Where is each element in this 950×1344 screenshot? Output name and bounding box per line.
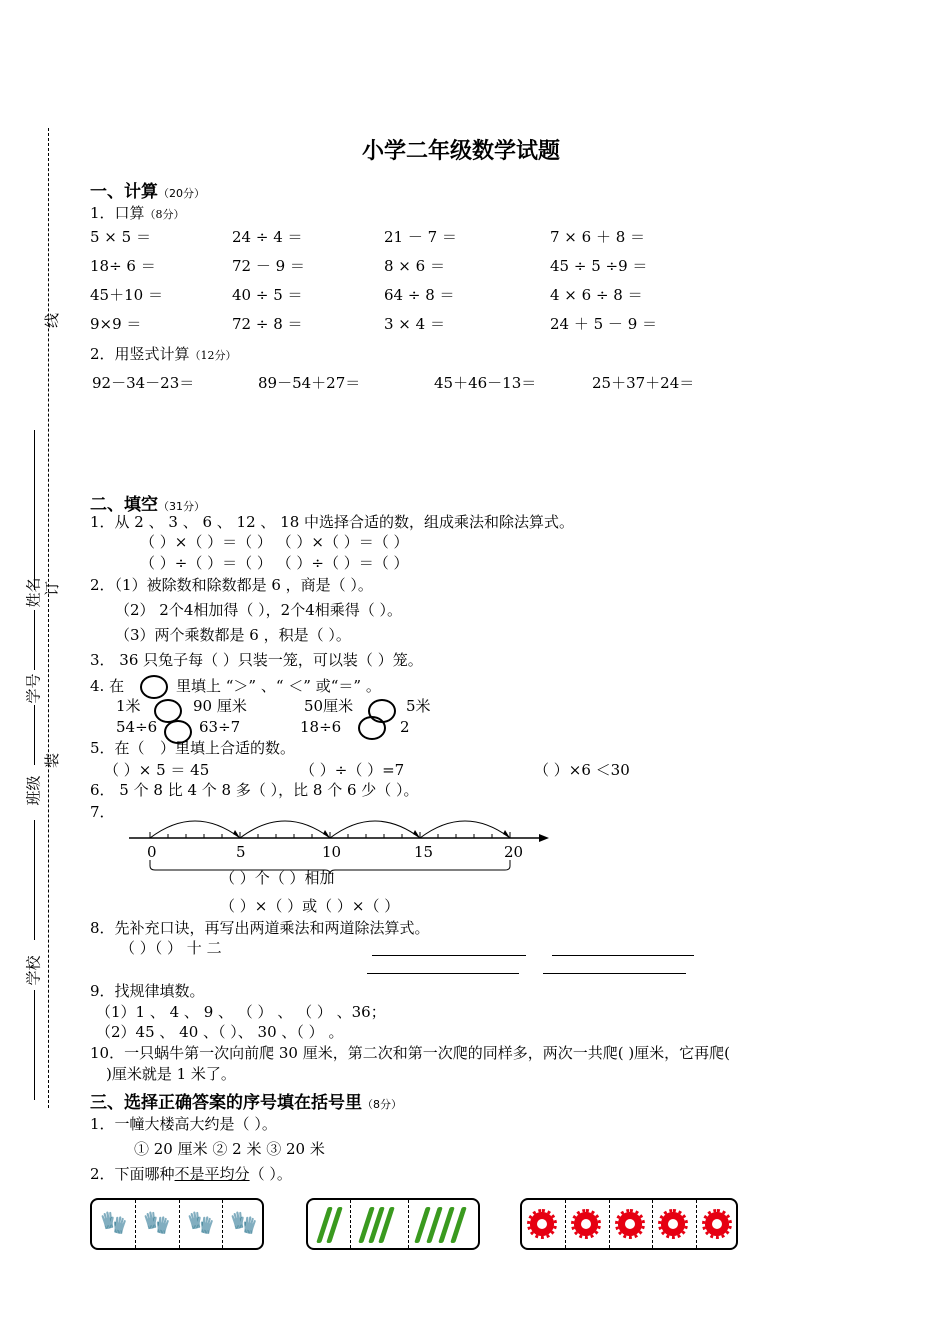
mitten-icon: 🧤 — [143, 1211, 171, 1236]
answer-line-3 — [367, 973, 519, 974]
mitten-icon: 🧤 — [187, 1211, 215, 1236]
s1-q1-label — [90, 203, 185, 225]
margin-ding: 订 — [43, 580, 62, 597]
s2-q8-a: （ ）（ ） 十 二 — [120, 939, 222, 957]
s2-q2-2: （2） 2个4相加得（ ），2个4相乘得（ ）。 — [115, 601, 403, 619]
s2-q9-2: （2）45 、 40 、（ ）、 30 、（ ） 。 — [96, 1023, 344, 1041]
binding-underline-1 — [34, 430, 35, 590]
flower-icon — [618, 1212, 642, 1236]
s2-q7-a: （ ）个（ ）相加 — [220, 869, 335, 887]
s2-q1: 1．从 2 、 3 、 6 、 12 、 18 中选择合适的数，组成乘法和除法算式。 — [90, 513, 575, 531]
answer-line-2 — [552, 955, 694, 956]
margin-class-label: 班级 — [24, 775, 43, 806]
s2-q1-line-a: （ ）×（ ）＝（ ） （ ）×（ ）＝（ ） — [140, 533, 409, 551]
jump-arc-2 — [240, 821, 330, 838]
margin-school-label: 学校 — [24, 955, 43, 986]
s2-q4-c1: 54÷6 — [116, 718, 158, 736]
s2-q4-a1: 1米 — [116, 697, 141, 715]
oral-calc-item: 40 ÷ 5 ＝ — [232, 286, 303, 304]
oral-calc-item: 18÷ 6 ＝ — [90, 257, 156, 275]
s2-q7-label: 7． — [90, 803, 115, 821]
flower-icon — [530, 1212, 554, 1236]
flower-icon — [574, 1212, 598, 1236]
s2-q3: 3． 36 只兔子每（ ）只装一笼，可以装（ ）笼。 — [90, 651, 423, 669]
binding-line-dashed — [48, 128, 49, 1108]
mitten-icon: 🧤 — [230, 1211, 258, 1236]
tick-label-0: 0 — [147, 843, 157, 861]
box-divider — [652, 1200, 653, 1248]
box-divider — [609, 1200, 610, 1248]
arc-arrowhead-4 — [503, 830, 510, 838]
arc-arrowhead-2 — [323, 830, 330, 838]
vertical-calc-1: 92－34－23＝ — [92, 374, 195, 392]
flower-icon — [705, 1212, 729, 1236]
s1-q1-text: 1．口算 — [90, 204, 145, 222]
s1-q1-score: （8分） — [144, 208, 185, 221]
section-3-title: 三、选择正确答案的序号填在括号里 — [90, 1093, 362, 1113]
oral-calc-item: 24 ÷ 4 ＝ — [232, 228, 303, 246]
section-1-title: 一、计算 — [90, 182, 158, 202]
section-3-heading — [90, 1088, 402, 1113]
axis-arrow — [539, 834, 549, 842]
tick-label-5: 5 — [236, 843, 246, 861]
s2-q10-a: 10．一只蜗牛第一次向前爬 30 厘米，第二次和第一次爬的同样多，两次一共爬( )厘米，它再爬( — [90, 1044, 731, 1062]
s2-q4-c2: 63÷7 — [199, 718, 241, 736]
s2-q5-b: （ ）÷（ ）=7 — [300, 761, 405, 779]
s2-q4-pre: 4. 在 — [90, 677, 125, 695]
oral-calc-item: 45 ÷ 5 ÷9 ＝ — [550, 257, 648, 275]
s2-q5-c: （ ）×6 ＜30 — [534, 761, 630, 779]
section-2-title: 二、填空 — [90, 495, 158, 515]
s2-q9-1: （1）1 、 4 、 9 、 （ ） 、 （ ） 、36； — [96, 1003, 386, 1021]
s2-q8: 8．先补充口诀，再写出两道乘法和两道除法算式。 — [90, 919, 430, 937]
s2-q7-b: （ ）×（ ）或（ ）×（ ） — [220, 897, 400, 915]
s2-q4-a2: 90 厘米 — [193, 697, 247, 715]
s3-q2-post: （ ）。 — [249, 1165, 292, 1183]
answer-line-4 — [543, 973, 686, 974]
jump-arc-1 — [150, 821, 240, 838]
oral-calc-item: 8 × 6 ＝ — [384, 257, 445, 275]
axis-ticks — [150, 832, 510, 838]
binding-underline-5 — [34, 990, 35, 1100]
oral-calc-item: 24 ＋ 5 － 9 ＝ — [550, 315, 658, 333]
oral-calc-item: 7 × 6 ＋ 8 ＝ — [550, 228, 646, 246]
s2-q5-post: ）里填上合适的数。 — [160, 739, 296, 757]
s2-q10-b: )厘米就是 1 米了。 — [106, 1065, 236, 1083]
oral-calc-item: 21 － 7 ＝ — [384, 228, 457, 246]
section-2-score: （31分） — [158, 500, 205, 513]
option-box-flowers[interactable] — [520, 1198, 738, 1250]
margin-name-label: 姓名 — [24, 577, 43, 608]
vertical-calc-3: 45＋46－13＝ — [434, 374, 537, 392]
box-divider — [350, 1200, 351, 1248]
s2-q2-1: 2．（1）被除数和除数都是 6 ，商是（ ）。 — [90, 576, 373, 594]
s2-q6: 6． 5 个 8 比 4 个 8 多（ ），比 8 个 6 少（ ）。 — [90, 781, 419, 799]
s3-q1-options: ① 20 厘米 ② 2 米 ③ 20 米 — [134, 1140, 325, 1158]
s2-q1-line-b: （ ）÷（ ）＝（ ） （ ）÷（ ）＝（ ） — [140, 554, 409, 572]
s3-q2 — [90, 1164, 292, 1184]
option-box-sticks[interactable] — [306, 1198, 480, 1250]
arc-arrowhead-3 — [413, 830, 420, 838]
oral-calc-item: 72 － 9 ＝ — [232, 257, 305, 275]
binding-underline-3 — [34, 705, 35, 765]
oral-calc-item: 64 ÷ 8 ＝ — [384, 286, 455, 304]
flower-icon — [661, 1212, 685, 1236]
section-1-heading — [90, 177, 205, 202]
section-3-score: （8分） — [362, 1098, 402, 1111]
s2-q4-d1: 18÷6 — [300, 718, 342, 736]
oral-calc-item: 45＋10 ＝ — [90, 286, 163, 304]
compare-circle-example — [140, 675, 168, 699]
s2-q4-d2: 2 — [400, 718, 410, 736]
oral-calc-item: 5 × 5 ＝ — [90, 228, 151, 246]
box-divider — [565, 1200, 566, 1248]
s2-q5-a: （ ）× 5 ＝ 45 — [104, 761, 210, 779]
option-box-mittens[interactable] — [90, 1198, 264, 1250]
oral-calc-item: 72 ÷ 8 ＝ — [232, 315, 303, 333]
tick-label-15: 15 — [414, 843, 434, 861]
box-divider — [696, 1200, 697, 1248]
answer-line-1 — [372, 955, 526, 956]
binding-underline-4 — [34, 820, 35, 940]
s2-q5-pre: 5．在（ — [90, 739, 145, 757]
s1-q2-label — [90, 344, 237, 366]
compare-circle-4[interactable] — [358, 716, 386, 740]
box-divider — [179, 1200, 180, 1248]
tick-label-20: 20 — [504, 843, 524, 861]
mitten-icon: 🧤 — [100, 1211, 128, 1236]
binding-underline-2 — [34, 610, 35, 670]
s2-q2-3: （3）两个乘数都是 6 ，积是（ ）。 — [115, 626, 351, 644]
box-divider — [222, 1200, 223, 1248]
s1-q2-text: 2．用竖式计算 — [90, 345, 190, 363]
s2-q4-post: 里填上 “＞” 、“ ＜” 或“＝” 。 — [176, 677, 381, 695]
oral-calc-item: 4 × 6 ÷ 8 ＝ — [550, 286, 643, 304]
arc-arrowhead-1 — [233, 830, 240, 838]
box-divider — [135, 1200, 136, 1248]
jump-arc-4 — [420, 821, 510, 838]
margin-number-label: 学号 — [24, 673, 43, 704]
margin-xian: 线 — [43, 312, 62, 329]
s2-q4-b1: 50厘米 — [304, 697, 354, 715]
s3-q2-pre: 2．下面哪种 — [90, 1165, 175, 1183]
s2-q9: 9．找规律填数。 — [90, 982, 205, 1000]
margin-zhuang: 装 — [43, 752, 62, 769]
tick-label-10: 10 — [322, 843, 342, 861]
vertical-calc-2: 89－54＋27＝ — [258, 374, 361, 392]
box-divider — [408, 1200, 409, 1248]
s2-q4-b2: 5米 — [406, 697, 431, 715]
oral-calc-item: 3 × 4 ＝ — [384, 315, 445, 333]
section-1-score: （20分） — [158, 187, 205, 200]
page-title: 小学二年级数学试题 — [362, 139, 561, 164]
s3-q1: 1．一幢大楼高大约是（ ）。 — [90, 1115, 277, 1133]
s3-q2-underlined: 不是平均分 — [174, 1165, 250, 1183]
s1-q2-score: （12分） — [189, 349, 237, 362]
oral-calc-item: 9×9 ＝ — [90, 315, 142, 333]
vertical-calc-4: 25＋37＋24＝ — [592, 374, 695, 392]
jump-arc-3 — [330, 821, 420, 838]
